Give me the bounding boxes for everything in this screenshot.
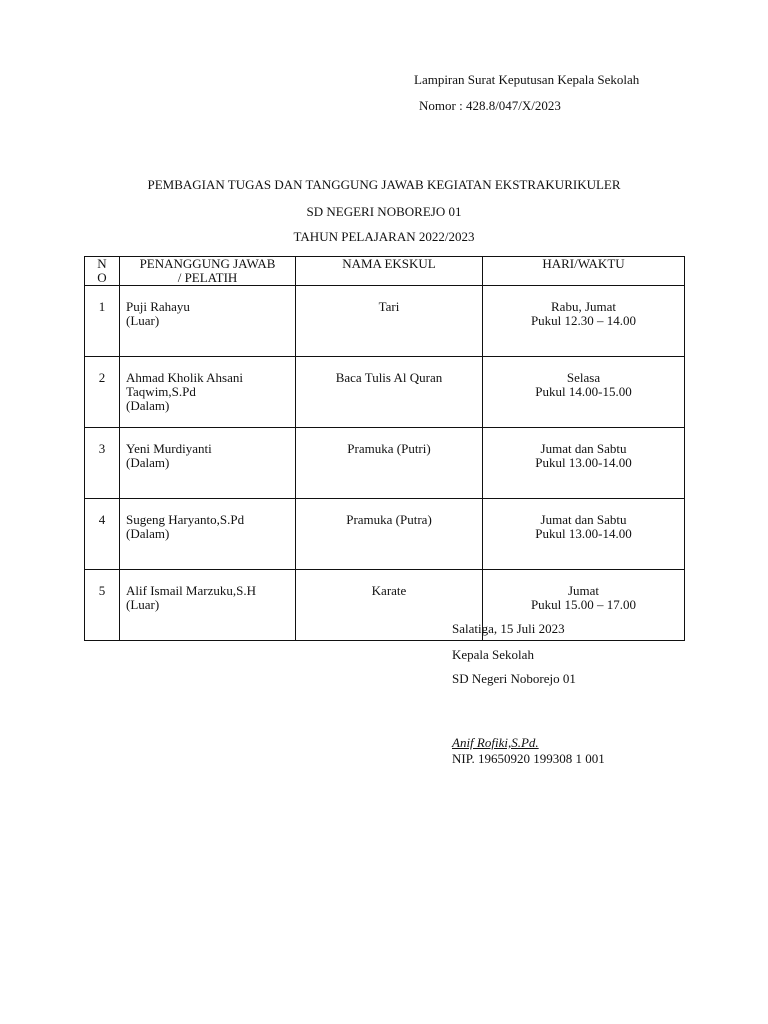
signer-nip: NIP. 19650920 199308 1 001 [452, 751, 605, 766]
row-person: Sugeng Haryanto,S.Pd (Dalam) [120, 499, 296, 570]
row-person: Puji Rahayu (Luar) [120, 286, 296, 357]
table-row [85, 499, 685, 570]
nomor-text: Nomor : 428.8/047/X/2023 [419, 98, 561, 113]
row-ekskul: Baca Tulis Al Quran [296, 357, 483, 428]
row-person: Ahmad Kholik Ahsani Taqwim,S.Pd (Dalam) [120, 357, 296, 428]
row-schedule: Rabu, Jumat Pukul 12.30 – 14.00 [483, 286, 685, 357]
assignment-table [84, 256, 685, 641]
row-no: 5 [85, 570, 120, 641]
header-no: N O [85, 257, 120, 286]
row-schedule: Jumat dan Sabtu Pukul 13.00-14.00 [483, 499, 685, 570]
year-title: TAHUN PELAJARAN 2022/2023 [293, 229, 475, 244]
row-ekskul: Pramuka (Putra) [296, 499, 483, 570]
document-title: PEMBAGIAN TUGAS DAN TANGGUNG JAWAB KEGIATAN EKSTRAKURIKULER [147, 177, 621, 192]
table-row [85, 570, 685, 641]
row-ekskul: Tari [296, 286, 483, 357]
place-date: Salatiga, 15 Juli 2023 [452, 621, 565, 636]
row-no: 2 [85, 357, 120, 428]
row-no: 4 [85, 499, 120, 570]
row-ekskul: Karate [296, 570, 483, 641]
row-schedule: Selasa Pukul 14.00-15.00 [483, 357, 685, 428]
table-row [85, 428, 685, 499]
row-schedule: Jumat dan Sabtu Pukul 13.00-14.00 [483, 428, 685, 499]
header-hari-waktu: HARI/WAKTU [483, 257, 685, 286]
signer-role: Kepala Sekolah [452, 647, 534, 662]
signer-school: SD Negeri Noborejo 01 [452, 671, 576, 686]
table-row [85, 357, 685, 428]
table-row [85, 286, 685, 357]
row-person: Yeni Murdiyanti (Dalam) [120, 428, 296, 499]
table-header-row [85, 257, 685, 286]
row-no: 1 [85, 286, 120, 357]
header-penanggung-jawab: PENANGGUNG JAWAB / PELATIH [120, 257, 296, 286]
header-nama-ekskul: NAMA EKSKUL [296, 257, 483, 286]
signer-name: Anif Rofiki,S.Pd. [452, 735, 539, 750]
lampiran-text: Lampiran Surat Keputusan Kepala Sekolah [414, 72, 640, 87]
school-title: SD NEGERI NOBOREJO 01 [306, 204, 462, 219]
row-no: 3 [85, 428, 120, 499]
row-schedule: Jumat Pukul 15.00 – 17.00 [483, 570, 685, 641]
row-person: Alif Ismail Marzuku,S.H (Luar) [120, 570, 296, 641]
row-ekskul: Pramuka (Putri) [296, 428, 483, 499]
